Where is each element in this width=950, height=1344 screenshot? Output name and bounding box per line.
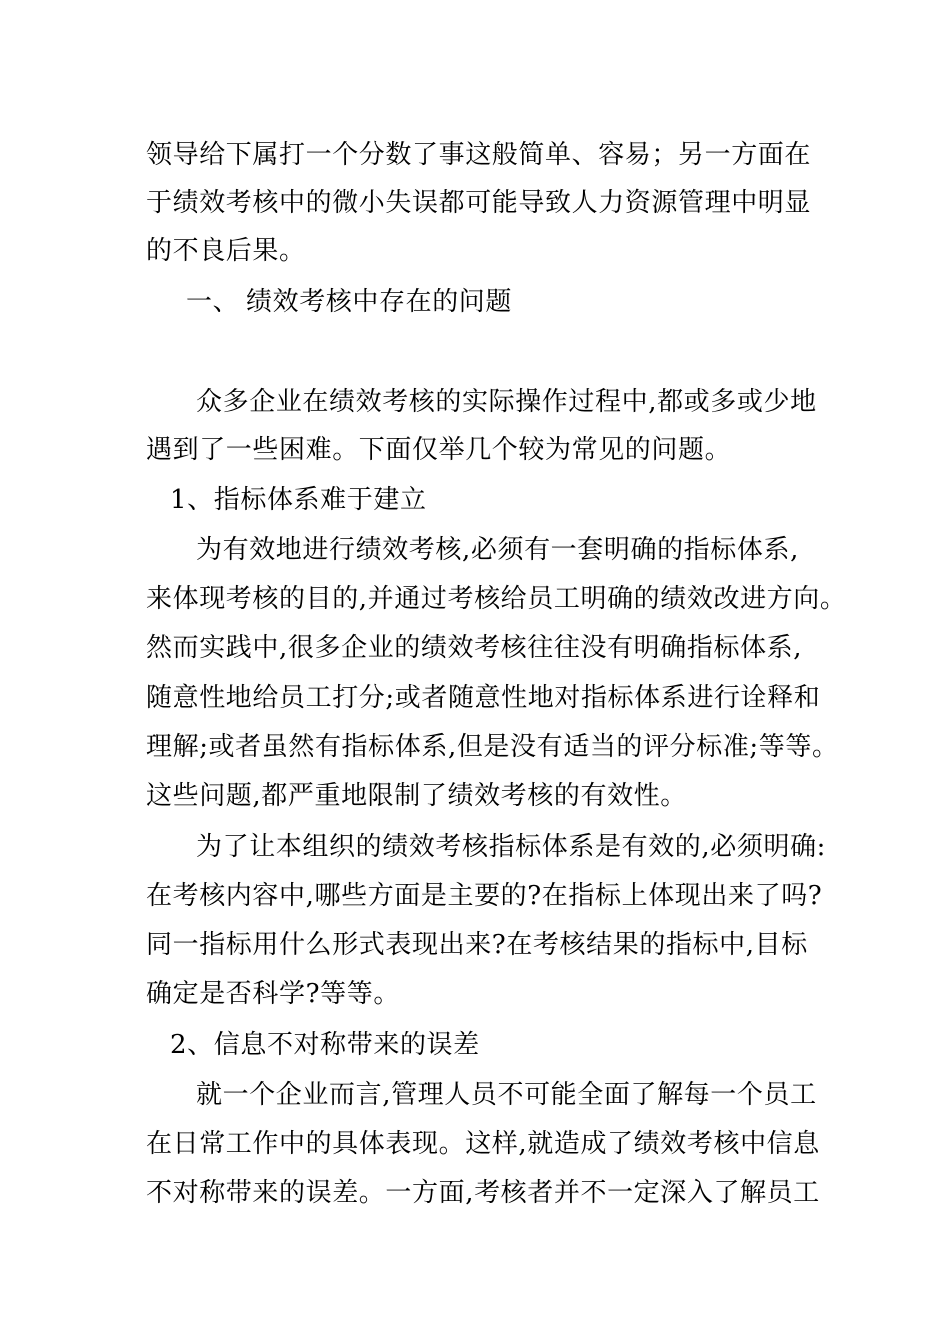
paragraph-line: 领导给下属打一个分数了事这般简单、容易；另一方面在: [146, 140, 812, 170]
paragraph-line: 为有效地进行绩效考核,必须有一套明确的指标体系,: [196, 535, 799, 565]
paragraph-line: 的不良后果。: [146, 236, 306, 266]
paragraph-line: 随意性地给员工打分;或者随意性地对指标体系进行诠释和: [146, 683, 821, 713]
paragraph-line: 在考核内容中,哪些方面是主要的?在指标上体现出来了吗?: [146, 881, 823, 911]
paragraph-line: 同一指标用什么形式表现出来?在考核结果的指标中,目标: [146, 930, 808, 960]
paragraph-line: 为了让本组织的绩效考核指标体系是有效的,必须明确:: [196, 832, 827, 862]
paragraph-line: 这些问题,都严重地限制了绩效考核的有效性。: [146, 781, 687, 811]
section-heading-number: 一、: [186, 287, 240, 317]
paragraph-line: 然而实践中,很多企业的绩效考核往往没有明确指标体系,: [146, 633, 803, 663]
subheading-1: 1、指标体系难于建立: [170, 485, 427, 515]
paragraph-line: 确定是否科学?等等。: [146, 979, 400, 1009]
paragraph-line: 理解;或者虽然有指标体系,但是没有适当的评分标准;等等。: [146, 732, 839, 762]
paragraph-line: 在日常工作中的具体表现。这样,就造成了绩效考核中信息: [146, 1129, 820, 1159]
section-heading-title: 绩效考核中存在的问题: [246, 287, 513, 317]
paragraph-line: 就一个企业而言,管理人员不可能全面了解每一个员工: [196, 1080, 817, 1110]
subheading-2: 2、信息不对称带来的误差: [170, 1030, 480, 1060]
paragraph-line: 不对称带来的误差。一方面,考核者并不一定深入了解员工: [146, 1178, 820, 1208]
paragraph-line: 众多企业在绩效考核的实际操作过程中,都或多或少地: [196, 387, 817, 417]
paragraph-line: 遇到了一些困难。下面仅举几个较为常见的问题。: [146, 435, 732, 465]
paragraph-line: 来体现考核的目的,并通过考核给员工明确的绩效改进方向。: [146, 584, 847, 614]
paragraph-line: 于绩效考核中的微小失误都可能导致人力资源管理中明显: [146, 188, 812, 218]
